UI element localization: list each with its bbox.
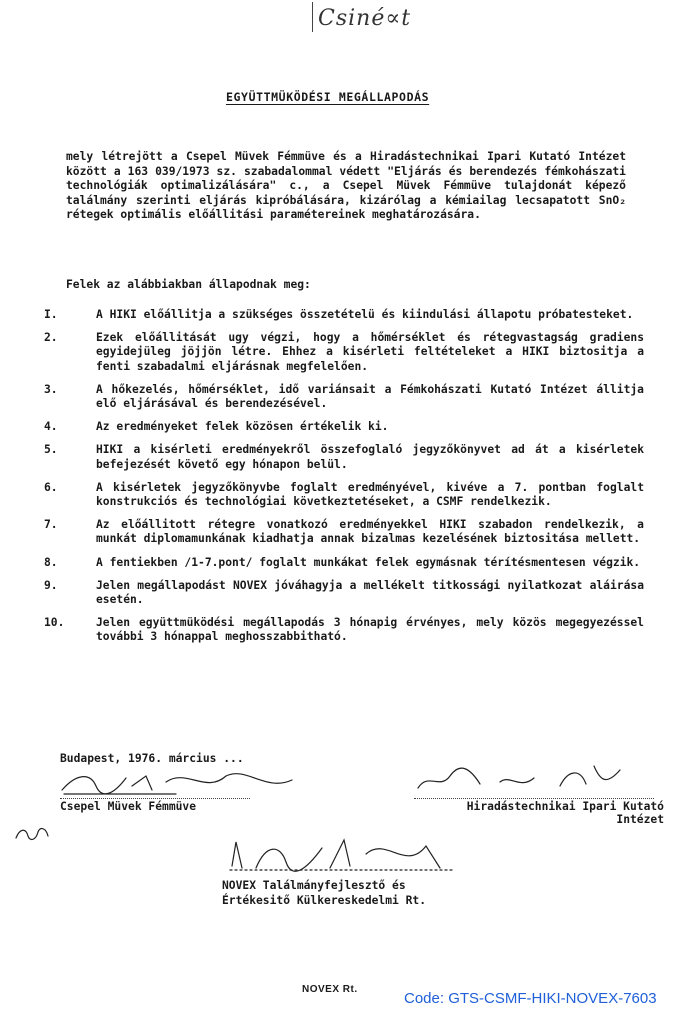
item-number: 9.: [44, 578, 58, 592]
agreement-item: [44, 383, 644, 411]
agreement-item: [44, 616, 644, 644]
item-number: 3.: [44, 382, 58, 396]
agreement-item: [44, 443, 644, 471]
footer-company: NOVEX Rt.: [302, 984, 358, 995]
item-number: 5.: [44, 443, 58, 457]
item-text: HIKI a kisérleti eredményekről összefoglaló jegyzőkönyvet ad át a kisérletek befejezését követő egy hónapon belül.: [96, 443, 644, 471]
agreement-lead: Felek az alábbiakban állapodnak meg:: [66, 278, 311, 291]
agreement-item: [44, 420, 644, 434]
margin-mark: [12, 822, 52, 846]
agreement-item: [44, 331, 644, 374]
novex-line2: Értékesitő Külkereskedelmi Rt.: [222, 894, 427, 907]
novex-signature: [226, 832, 466, 876]
agreement-items: [44, 308, 644, 654]
item-text: Az előállitott rétegre vonatkozó eredményekkel HIKI szabadon rendelkezik, a munkát diplomamunkának kiadhatja annak bizalmas kezelésének biztositása mellett.: [96, 518, 644, 546]
document-code: Code: GTS-CSMF-HIKI-NOVEX-7603: [404, 990, 657, 1007]
item-text: Jelen együttmüködési megállapodás 3 hónapig érvényes, mely közös megegyezéssel további 3 hónappal meghosszabbitható.: [96, 616, 644, 644]
item-text: Az eredményeket felek közösen értékelik ki.: [96, 420, 389, 434]
item-text: Jelen megállapodást NOVEX jóváhagyja a mellékelt titkossági nyilatkozat aláirása esetén.: [96, 578, 644, 607]
item-number: 4.: [44, 420, 58, 434]
document-title: EGYÜTTMÜKÖDÉSI MEGÁLLAPODÁS: [226, 90, 430, 104]
signatory-left: Csepel Müvek Fémmüve: [60, 800, 197, 813]
item-number: 7.: [44, 518, 58, 532]
item-text: A kisérletek jegyzőkönyvbe foglalt eredményével, kivéve a 7. pontban foglalt konstrukciós és technológiai következtetéseket, a CSMF rendelkezik.: [96, 480, 644, 509]
place-date: Budapest, 1976. március ...: [60, 752, 244, 765]
right-signature-line: [414, 798, 654, 799]
signatory-right-line1: Hiradástechnikai Ipari Kutató: [466, 800, 664, 813]
left-signature-line: [60, 798, 250, 799]
item-text: A fentiekben /1-7.pont/ foglalt munkákat felek egymásnak térítésmentesen végzik.: [96, 555, 641, 569]
item-text: Ezek előállitását ugy végzi, hogy a hőmérséklet és rétegvastagság gradiens egyidejüleg jöjjön létre. Ehhez a kisérleti feltételeket a HIKI biztositja a fenti szabadalmi eljárásnak megfelelően.: [96, 331, 644, 373]
agreement-item: [44, 308, 644, 322]
right-signature: [410, 760, 640, 800]
signatory-right: [414, 800, 664, 826]
item-number: I.: [44, 308, 58, 321]
agreement-item: [44, 579, 644, 607]
handwritten-note: Csiné∝t: [318, 6, 412, 31]
item-text: A HIKI előállitja a szükséges összetételü és kiindulási állapotu próbatesteket.: [96, 308, 634, 321]
left-signature: [56, 764, 316, 800]
novex-line1: NOVEX Találmányfejlesztő és: [222, 879, 406, 892]
signatory-right-line2: Intézet: [616, 813, 664, 826]
agreement-item: [44, 518, 644, 546]
intro-paragraph: mely létrejött a Csepel Müvek Fémmüve és a Hiradástechnikai Ipari Kutató Intézet között a 163 039/1973 sz. szabadalommal védett "Eljárás és berendezés fémkohászati technológiák optimalizálására" c., a Csepel Müvek Fémmüve tulajdonát képező találmány szerinti eljárás kipróbálására, kizárólag a kémiailag lecsapatott SnO₂ rétegek optimális előállitási paramétereinek meghatározására.: [66, 150, 626, 221]
item-number: 8.: [44, 555, 58, 569]
item-number: 2.: [44, 331, 58, 345]
novex-signatory: [222, 878, 426, 908]
item-number: 10.: [44, 616, 65, 630]
agreement-item: [44, 556, 644, 570]
item-text: A hőkezelés, hőmérséklet, idő variánsait a Fémkohászati Kutató Intézet állitja elő eljárásával és berendezésével.: [96, 382, 644, 411]
agreement-item: [44, 481, 644, 509]
item-number: 6.: [44, 480, 58, 494]
